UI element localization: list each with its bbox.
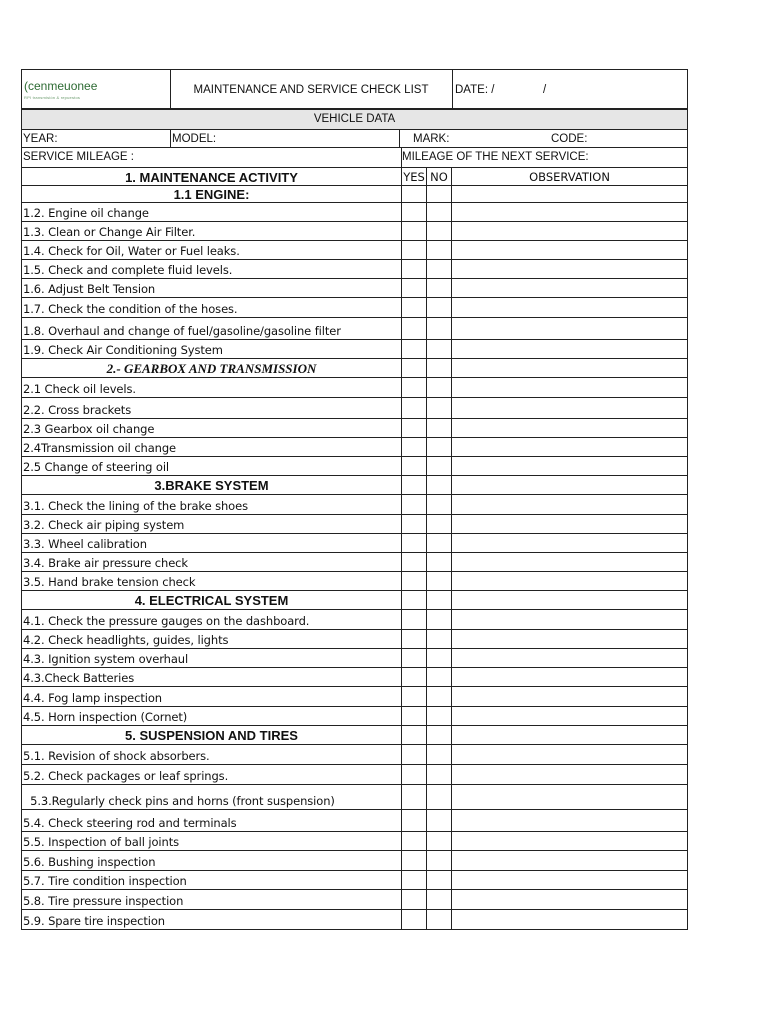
no-checkbox-cell[interactable]	[427, 910, 452, 929]
observation-cell	[452, 476, 687, 494]
yes-checkbox-cell[interactable]	[402, 890, 427, 909]
observation-cell	[452, 359, 687, 377]
checklist-body	[21, 186, 688, 930]
observation-input-cell[interactable]	[452, 610, 687, 629]
yes-checkbox-cell[interactable]	[402, 318, 427, 339]
activity-label: 3.3. Wheel calibration	[23, 537, 147, 551]
yes-checkbox-cell[interactable]	[402, 871, 427, 889]
yes-checkbox-cell[interactable]	[402, 610, 427, 629]
table-row	[21, 279, 688, 298]
activity-cell	[22, 649, 402, 667]
observation-input-cell[interactable]	[452, 687, 687, 706]
activity-cell	[22, 241, 402, 259]
yes-checkbox-cell[interactable]	[402, 438, 427, 456]
no-checkbox-cell[interactable]	[427, 241, 452, 259]
model-field[interactable]	[170, 130, 400, 147]
activity-cell	[22, 810, 402, 831]
activity-cell	[22, 687, 402, 706]
observation-input-cell[interactable]	[452, 871, 687, 889]
table-row	[21, 810, 688, 832]
yes-checkbox-cell[interactable]	[402, 832, 427, 850]
table-row	[21, 515, 688, 534]
observation-input-cell[interactable]	[452, 378, 687, 397]
no-checkbox-cell[interactable]	[427, 630, 452, 648]
observation-input-cell[interactable]	[452, 398, 687, 418]
yes-checkbox-cell[interactable]	[402, 378, 427, 397]
yes-checkbox-cell[interactable]	[402, 515, 427, 533]
no-cell	[427, 359, 452, 377]
table-row	[21, 438, 688, 457]
observation-input-cell[interactable]	[452, 668, 687, 686]
no-checkbox-cell[interactable]	[427, 298, 452, 317]
section-title: 5. SUSPENSION AND TIRES	[125, 728, 298, 743]
section-title-cell	[22, 591, 402, 609]
activity-cell	[22, 515, 402, 533]
no-checkbox-cell[interactable]	[427, 687, 452, 706]
yes-checkbox-cell[interactable]	[402, 910, 427, 929]
section-heading-row	[21, 359, 688, 378]
observation-input-cell[interactable]	[452, 298, 687, 317]
table-row	[21, 668, 688, 687]
no-checkbox-cell[interactable]	[427, 203, 452, 221]
activity-label: 1.4. Check for Oil, Water or Fuel leaks.	[23, 244, 240, 258]
observation-input-cell[interactable]	[452, 279, 687, 297]
observation-input-cell[interactable]	[452, 707, 687, 725]
section-title: 1.1 ENGINE:	[173, 187, 250, 202]
no-checkbox-cell[interactable]	[427, 851, 452, 870]
yes-cell	[402, 476, 427, 494]
checklist-sheet	[21, 69, 688, 930]
observation-input-cell[interactable]	[452, 241, 687, 259]
yes-checkbox-cell[interactable]	[402, 572, 427, 590]
no-checkbox-cell[interactable]	[427, 222, 452, 240]
table-row	[21, 378, 688, 398]
no-checkbox-cell[interactable]	[427, 765, 452, 784]
activity-cell	[22, 871, 402, 889]
activity-label: 2.3 Gearbox oil change	[23, 422, 155, 436]
activity-label: 2.2. Cross brackets	[23, 403, 132, 417]
observation-input-cell[interactable]	[452, 810, 687, 831]
logo-text: (cenmeuonee	[24, 79, 98, 93]
yes-checkbox-cell[interactable]	[402, 649, 427, 667]
activity-header: 1. MAINTENANCE ACTIVITY	[125, 170, 298, 185]
observation-cell	[452, 186, 687, 202]
table-row	[21, 241, 688, 260]
no-cell	[427, 591, 452, 609]
yes-checkbox-cell[interactable]	[402, 419, 427, 437]
yes-checkbox-cell[interactable]	[402, 810, 427, 831]
yes-checkbox-cell[interactable]	[402, 745, 427, 764]
activity-label: 5.6. Bushing inspection	[23, 855, 156, 869]
table-row	[21, 707, 688, 726]
activity-cell	[22, 279, 402, 297]
table-row	[21, 745, 688, 765]
yes-checkbox-cell[interactable]	[402, 707, 427, 725]
form-title: MAINTENANCE AND SERVICE CHECK LIST	[170, 70, 453, 108]
activity-label: 3.4. Brake air pressure check	[23, 556, 188, 570]
no-checkbox-cell[interactable]	[427, 832, 452, 850]
table-row	[21, 553, 688, 572]
section-title-cell	[22, 726, 402, 744]
observation-input-cell[interactable]	[452, 318, 687, 339]
observation-input-cell[interactable]	[452, 260, 687, 278]
yes-checkbox-cell[interactable]	[402, 298, 427, 317]
table-row	[21, 318, 688, 340]
yes-checkbox-cell[interactable]	[402, 241, 427, 259]
activity-cell	[22, 438, 402, 456]
observation-input-cell[interactable]	[452, 203, 687, 221]
observation-input-cell[interactable]	[452, 340, 687, 358]
activity-cell	[22, 630, 402, 648]
observation-input-cell[interactable]	[452, 910, 687, 929]
date-field[interactable]	[453, 70, 687, 108]
activity-label: 5.9. Spare tire inspection	[23, 914, 165, 928]
activity-cell	[22, 340, 402, 358]
activity-cell	[22, 419, 402, 437]
section-title: 2.- GEARBOX AND TRANSMISSION	[106, 361, 317, 376]
observation-cell	[452, 591, 687, 609]
activity-cell	[22, 534, 402, 552]
no-checkbox-cell[interactable]	[427, 495, 452, 514]
activity-label: 3.2. Check air piping system	[23, 518, 185, 532]
logo-tagline: RPI transmisión & repuestos	[24, 95, 81, 100]
yes-checkbox-cell[interactable]	[402, 553, 427, 571]
yes-checkbox-cell[interactable]	[402, 668, 427, 686]
yes-checkbox-cell[interactable]	[402, 851, 427, 870]
table-row	[21, 222, 688, 241]
activity-cell	[22, 398, 402, 418]
activity-label: 1.2. Engine oil change	[23, 206, 149, 220]
activity-label: 5.1. Revision of shock absorbers.	[23, 749, 210, 763]
no-header: NO	[430, 170, 448, 184]
activity-label: 5.3.Regularly check pins and horns (front suspension)	[23, 794, 335, 808]
table-row	[21, 340, 688, 359]
yes-header: YES	[403, 170, 425, 184]
table-row	[21, 832, 688, 851]
header-row	[21, 69, 688, 109]
yes-checkbox-cell[interactable]	[402, 495, 427, 514]
no-checkbox-cell[interactable]	[427, 668, 452, 686]
activity-cell	[22, 203, 402, 221]
yes-checkbox-cell[interactable]	[402, 398, 427, 418]
section-heading-row	[21, 591, 688, 610]
section-heading-row	[21, 186, 688, 203]
activity-cell	[22, 707, 402, 725]
activity-label: 4.2. Check headlights, guides, lights	[23, 633, 229, 647]
observation-input-cell[interactable]	[452, 419, 687, 437]
activity-label: 5.8. Tire pressure inspection	[23, 894, 184, 908]
service-mileage-field[interactable]: SERVICE MILEAGE :	[23, 151, 134, 163]
no-cell	[427, 476, 452, 494]
table-row	[21, 610, 688, 630]
no-checkbox-cell[interactable]	[427, 378, 452, 397]
observation-cell	[452, 726, 687, 744]
next-service-field[interactable]: MILEAGE OF THE NEXT SERVICE:	[402, 151, 589, 163]
observation-input-cell[interactable]	[452, 630, 687, 648]
no-header-cell	[427, 168, 452, 185]
yes-checkbox-cell[interactable]	[402, 457, 427, 475]
activity-cell	[22, 553, 402, 571]
activity-cell	[22, 890, 402, 909]
mileage-row	[21, 148, 688, 167]
observation-input-cell[interactable]	[452, 832, 687, 850]
activity-cell	[22, 572, 402, 590]
vehicle-data-heading: VEHICLE DATA	[21, 109, 688, 129]
yes-cell	[402, 359, 427, 377]
activity-label: 3.5. Hand brake tension check	[23, 575, 196, 589]
observation-input-cell[interactable]	[452, 765, 687, 784]
activity-label: 4.3. Ignition system overhaul	[23, 652, 189, 666]
table-row	[21, 630, 688, 649]
activity-label: 5.5. Inspection of ball joints	[23, 835, 180, 849]
activity-label: 2.4Transmission oil change	[23, 441, 177, 455]
no-checkbox-cell[interactable]	[427, 534, 452, 552]
yes-checkbox-cell[interactable]	[402, 222, 427, 240]
observation-input-cell[interactable]	[452, 745, 687, 764]
yes-checkbox-cell[interactable]	[402, 765, 427, 784]
no-checkbox-cell[interactable]	[427, 419, 452, 437]
yes-checkbox-cell[interactable]	[402, 534, 427, 552]
table-row	[21, 495, 688, 515]
activity-label: 5.2. Check packages or leaf springs.	[23, 769, 229, 783]
activity-cell	[22, 745, 402, 764]
yes-checkbox-cell[interactable]	[402, 785, 427, 809]
no-checkbox-cell[interactable]	[427, 398, 452, 418]
table-row	[21, 419, 688, 438]
table-row	[21, 298, 688, 318]
observation-input-cell[interactable]	[452, 222, 687, 240]
table-row	[21, 785, 688, 810]
no-checkbox-cell[interactable]	[427, 515, 452, 533]
table-header-row	[21, 167, 688, 186]
activity-label: 4.4. Fog lamp inspection	[23, 691, 162, 705]
section-title-cell	[22, 186, 402, 202]
table-row	[21, 203, 688, 222]
no-checkbox-cell[interactable]	[427, 438, 452, 456]
no-checkbox-cell[interactable]	[427, 745, 452, 764]
no-checkbox-cell[interactable]	[427, 279, 452, 297]
table-row	[21, 649, 688, 668]
observation-input-cell[interactable]	[452, 572, 687, 590]
observation-input-cell[interactable]	[452, 785, 687, 809]
no-checkbox-cell[interactable]	[427, 785, 452, 809]
mark-field[interactable]: MARK:	[413, 133, 450, 145]
no-checkbox-cell[interactable]	[427, 553, 452, 571]
activity-cell	[22, 851, 402, 870]
observation-header-cell	[452, 168, 687, 185]
section-heading-row	[21, 476, 688, 495]
no-checkbox-cell[interactable]	[427, 260, 452, 278]
table-row	[21, 534, 688, 553]
table-row	[21, 910, 688, 930]
no-checkbox-cell[interactable]	[427, 871, 452, 889]
observation-input-cell[interactable]	[452, 890, 687, 909]
activity-label: 1.7. Check the condition of the hoses.	[23, 302, 238, 316]
section-title-cell	[22, 359, 402, 377]
activity-label: 2.1 Check oil levels.	[23, 382, 136, 396]
yes-cell	[402, 591, 427, 609]
activity-cell	[22, 495, 402, 514]
activity-label: 2.5 Change of steering oil	[23, 460, 170, 474]
activity-label: 1.6. Adjust Belt Tension	[23, 282, 156, 296]
activity-cell	[22, 668, 402, 686]
activity-cell	[22, 832, 402, 850]
activity-cell	[22, 765, 402, 784]
yes-checkbox-cell[interactable]	[402, 687, 427, 706]
activity-label: 1.9. Check Air Conditioning System	[23, 343, 223, 357]
yes-checkbox-cell[interactable]	[402, 630, 427, 648]
no-cell	[427, 726, 452, 744]
no-checkbox-cell[interactable]	[427, 340, 452, 358]
activity-label: 5.4. Check steering rod and terminals	[23, 816, 237, 830]
table-row	[21, 687, 688, 707]
section-title: 4. ELECTRICAL SYSTEM	[134, 593, 289, 608]
activity-cell	[22, 318, 402, 339]
table-row	[21, 572, 688, 591]
activity-cell	[22, 378, 402, 397]
observation-header: OBSERVATION	[529, 170, 610, 184]
activity-cell	[22, 785, 402, 809]
table-row	[21, 457, 688, 476]
date-label: DATE: /	[455, 84, 495, 96]
table-row	[21, 765, 688, 785]
yes-checkbox-cell[interactable]	[402, 279, 427, 297]
code-field[interactable]: CODE:	[551, 133, 588, 145]
activity-label: 4.1. Check the pressure gauges on the dashboard.	[23, 614, 310, 628]
table-row	[21, 890, 688, 910]
vehicle-info-row	[21, 129, 688, 148]
activity-label: 4.3.Check Batteries	[23, 671, 135, 685]
no-checkbox-cell[interactable]	[427, 457, 452, 475]
yes-checkbox-cell[interactable]	[402, 203, 427, 221]
no-checkbox-cell[interactable]	[427, 649, 452, 667]
no-checkbox-cell[interactable]	[427, 810, 452, 831]
observation-input-cell[interactable]	[452, 553, 687, 571]
yes-cell	[402, 726, 427, 744]
no-cell	[427, 186, 452, 202]
no-checkbox-cell[interactable]	[427, 890, 452, 909]
yes-header-cell	[402, 168, 427, 185]
activity-label: 1.3. Clean or Change Air Filter.	[23, 225, 196, 239]
activity-cell	[22, 222, 402, 240]
observation-input-cell[interactable]	[452, 534, 687, 552]
no-checkbox-cell[interactable]	[427, 610, 452, 629]
section-title-cell	[22, 476, 402, 494]
observation-input-cell[interactable]	[452, 457, 687, 475]
activity-cell	[22, 298, 402, 317]
activity-label: 4.5. Horn inspection (Cornet)	[23, 710, 188, 724]
yes-checkbox-cell[interactable]	[402, 260, 427, 278]
observation-input-cell[interactable]	[452, 649, 687, 667]
observation-input-cell[interactable]	[452, 438, 687, 456]
observation-input-cell[interactable]	[452, 851, 687, 870]
activity-cell	[22, 610, 402, 629]
activity-label: 1.5. Check and complete fluid levels.	[23, 263, 233, 277]
activity-label: 3.1. Check the lining of the brake shoes	[23, 499, 248, 513]
activity-label: 5.7. Tire condition inspection	[23, 874, 187, 888]
table-row	[21, 260, 688, 279]
no-checkbox-cell[interactable]	[427, 572, 452, 590]
yes-checkbox-cell[interactable]	[402, 340, 427, 358]
date-separator: /	[543, 84, 547, 96]
no-checkbox-cell[interactable]	[427, 707, 452, 725]
no-checkbox-cell[interactable]	[427, 318, 452, 339]
observation-input-cell[interactable]	[452, 515, 687, 533]
table-row	[21, 851, 688, 871]
company-logo	[22, 70, 171, 108]
section-title: 3.BRAKE SYSTEM	[154, 478, 269, 493]
table-row	[21, 871, 688, 890]
activity-cell	[22, 260, 402, 278]
activity-header-cell	[22, 168, 402, 185]
section-heading-row	[21, 726, 688, 745]
table-row	[21, 398, 688, 419]
year-field[interactable]: YEAR:	[23, 133, 58, 145]
activity-cell	[22, 457, 402, 475]
activity-cell	[22, 910, 402, 929]
activity-label: 1.8. Overhaul and change of fuel/gasoline/gasoline filter	[23, 324, 341, 338]
observation-input-cell[interactable]	[452, 495, 687, 514]
yes-cell	[402, 186, 427, 202]
model-label: MODEL:	[172, 133, 217, 145]
